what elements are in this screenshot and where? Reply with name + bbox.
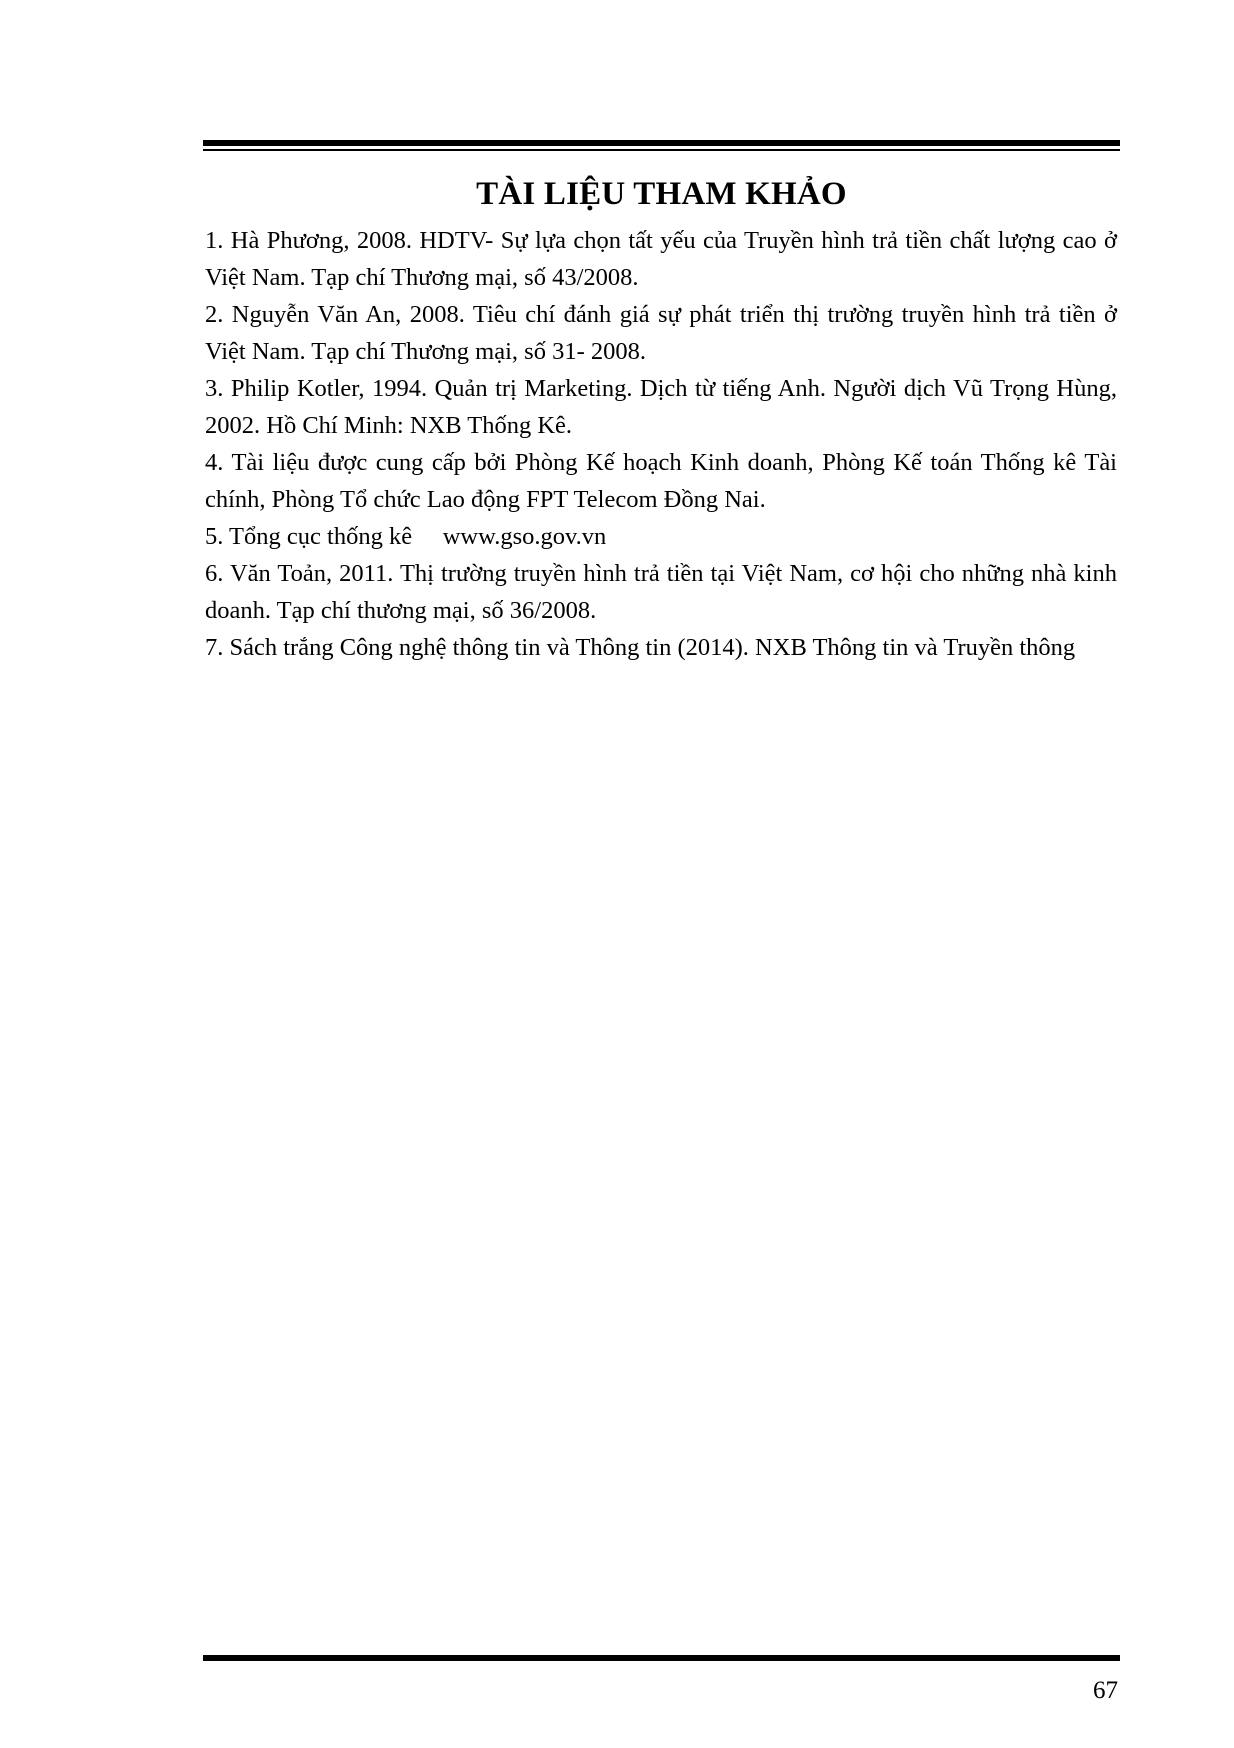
page-number: 67: [1093, 1677, 1118, 1704]
reference-item-2: 2. Nguyễn Văn An, 2008. Tiêu chí đánh giá sự phát triển thị trường truyền hình trả tiền ở Việt Nam. Tạp chí Thương mại, số 31- 2008.: [205, 301, 1117, 365]
reference-item-1: 1. Hà Phương, 2008. HDTV- Sự lựa chọn tất yếu của Truyền hình trả tiền chất lượng cao ở Việt Nam. Tạp chí Thương mại, số 43/2008.: [205, 227, 1117, 291]
reference-item-6: 6. Văn Toản, 2011. Thị trường truyền hình trả tiền tại Việt Nam, cơ hội cho những nhà kinh doanh. Tạp chí thương mại, số 36/2008.: [205, 560, 1117, 624]
header-rule-thin: [203, 149, 1120, 151]
header-rule-thick: [203, 140, 1120, 146]
reference-item-5: 5. Tổng cục thống kê www.gso.gov.vn: [205, 523, 607, 550]
reference-item-4: 4. Tài liệu được cung cấp bởi Phòng Kế hoạch Kinh doanh, Phòng Kế toán Thống kê Tài chính, Phòng Tổ chức Lao động FPT Telecom Đồng Nai.: [205, 449, 1117, 513]
reference-list: [205, 222, 1117, 666]
header-double-rule: [203, 140, 1120, 151]
footer-rule: [203, 1655, 1120, 1661]
reference-item-3: 3. Philip Kotler, 1994. Quản trị Marketing. Dịch từ tiếng Anh. Người dịch Vũ Trọng Hùng, 2002. Hồ Chí Minh: NXB Thống Kê.: [205, 375, 1117, 439]
reference-item-7: 7. Sách trắng Công nghệ thông tin và Thông tin (2014). NXB Thông tin và Truyền thông: [205, 634, 1076, 661]
page-title: TÀI LIỆU THAM KHẢO: [476, 176, 847, 212]
